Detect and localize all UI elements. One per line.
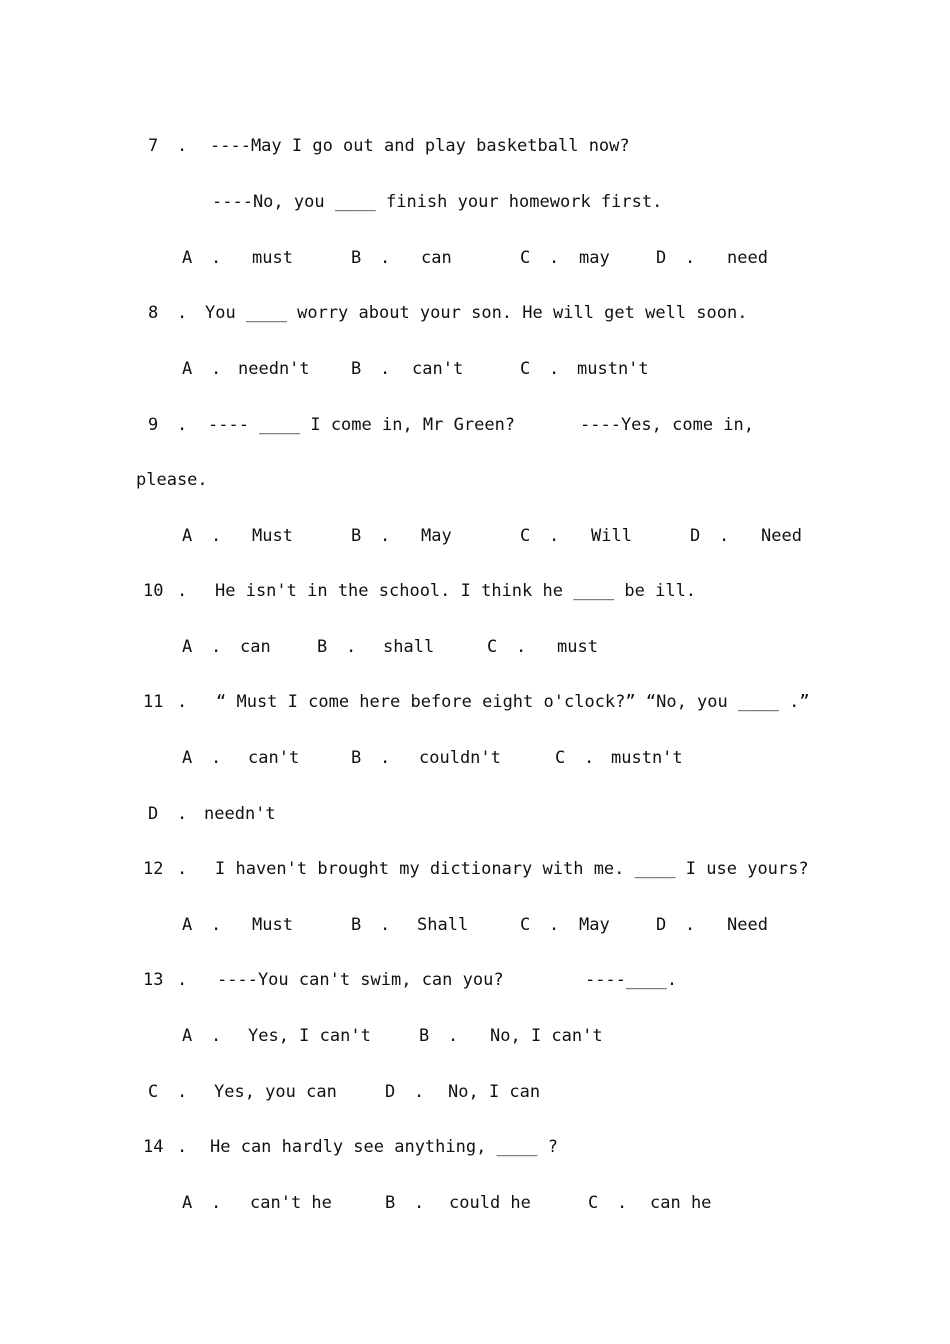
option-dot: . (685, 248, 696, 268)
option-a-text[interactable]: Must (252, 915, 293, 935)
option-b-text[interactable]: couldn't (419, 748, 501, 768)
option-a-text[interactable]: can't (248, 748, 300, 768)
option-a-text[interactable]: needn't (238, 359, 310, 379)
option-b-text[interactable]: Shall (417, 915, 469, 935)
option-d-letter: D (656, 915, 667, 935)
option-d-text[interactable]: needn't (204, 804, 276, 824)
option-c-letter: C (487, 637, 498, 657)
option-dot: . (719, 526, 730, 546)
question-dot: . (177, 970, 188, 990)
option-a-letter: A (182, 248, 193, 268)
option-dot: . (414, 1193, 425, 1213)
option-a-letter: A (182, 637, 193, 657)
question-number: 9 (148, 415, 159, 435)
question-reply: ----Yes, come in, (580, 415, 754, 435)
option-b-text[interactable]: could he (449, 1193, 531, 1213)
option-a-text[interactable]: Yes, I can't (248, 1026, 371, 1046)
option-dot: . (211, 1026, 222, 1046)
option-c-letter: C (555, 748, 566, 768)
question-stem: ----May I go out and play basketball now? (210, 136, 630, 156)
option-dot: . (617, 1193, 628, 1213)
option-c-text[interactable]: Will (591, 526, 632, 546)
option-a-letter: A (182, 748, 193, 768)
question-stem: ---- ____ I come in, Mr Green? (208, 415, 516, 435)
option-d-text[interactable]: need (727, 248, 768, 268)
option-dot: . (380, 915, 391, 935)
option-a-text[interactable]: Must (252, 526, 293, 546)
option-dot: . (380, 748, 391, 768)
question-stem: You ____ worry about your son. He will get well soon. (205, 303, 748, 323)
option-c-text[interactable]: mustn't (611, 748, 683, 768)
option-c-text[interactable]: may (579, 248, 610, 268)
option-dot: . (414, 1082, 425, 1102)
option-dot: . (685, 915, 696, 935)
question-reply: ----____. (585, 970, 678, 990)
option-b-letter: B (351, 359, 362, 379)
option-d-letter: D (385, 1082, 396, 1102)
option-c-letter: C (520, 359, 531, 379)
question-number: 13 (143, 970, 164, 990)
option-c-letter: C (588, 1193, 599, 1213)
option-b-letter: B (351, 248, 362, 268)
question-dot: . (177, 136, 188, 156)
question-stem-wrap: please. (136, 470, 208, 490)
question-dot: . (177, 415, 188, 435)
option-c-letter: C (520, 248, 531, 268)
option-dot: . (584, 748, 595, 768)
option-d-letter: D (148, 804, 159, 824)
option-c-text[interactable]: can he (650, 1193, 712, 1213)
option-b-text[interactable]: can't (412, 359, 464, 379)
option-a-letter: A (182, 1193, 193, 1213)
question-stem: I haven't brought my dictionary with me. ____ I use yours? (215, 859, 809, 879)
question-number: 14 (143, 1137, 164, 1157)
question-stem-line2: ----No, you ____ finish your homework first. (212, 192, 663, 212)
option-b-text[interactable]: May (421, 526, 452, 546)
option-b-letter: B (351, 526, 362, 546)
question-stem: ----You can't swim, can you? (217, 970, 504, 990)
option-a-letter: A (182, 526, 193, 546)
option-c-text[interactable]: May (579, 915, 610, 935)
option-dot: . (346, 637, 357, 657)
question-number: 8 (148, 303, 159, 323)
option-d-letter: D (656, 248, 667, 268)
question-number: 11 (143, 692, 164, 712)
option-b-letter: B (351, 748, 362, 768)
question-dot: . (177, 1137, 188, 1157)
option-c-text[interactable]: Yes, you can (214, 1082, 337, 1102)
option-dot: . (211, 1193, 222, 1213)
question-number: 10 (143, 581, 164, 601)
option-dot: . (380, 359, 391, 379)
option-dot: . (211, 637, 222, 657)
option-b-text[interactable]: can (421, 248, 452, 268)
option-dot: . (177, 804, 188, 824)
option-c-text[interactable]: mustn't (577, 359, 649, 379)
option-b-text[interactable]: shall (383, 637, 435, 657)
option-dot: . (380, 248, 391, 268)
option-dot: . (211, 359, 222, 379)
option-c-letter: C (520, 915, 531, 935)
option-a-letter: A (182, 1026, 193, 1046)
option-dot: . (177, 1082, 188, 1102)
option-c-letter: C (148, 1082, 159, 1102)
option-a-text[interactable]: can't he (250, 1193, 332, 1213)
question-dot: . (177, 859, 188, 879)
option-b-letter: B (385, 1193, 396, 1213)
question-number: 7 (148, 136, 159, 156)
option-d-text[interactable]: No, I can (448, 1082, 541, 1102)
question-dot: . (177, 692, 188, 712)
option-dot: . (211, 248, 222, 268)
option-b-letter: B (351, 915, 362, 935)
question-dot: . (177, 581, 188, 601)
option-dot: . (549, 248, 560, 268)
question-dot: . (177, 303, 188, 323)
option-c-letter: C (520, 526, 531, 546)
option-dot: . (448, 1026, 459, 1046)
option-dot: . (211, 748, 222, 768)
option-dot: . (516, 637, 527, 657)
option-d-letter: D (690, 526, 701, 546)
option-a-letter: A (182, 915, 193, 935)
option-a-text[interactable]: must (252, 248, 293, 268)
option-b-letter: B (317, 637, 328, 657)
option-dot: . (549, 526, 560, 546)
option-a-text[interactable]: can (240, 637, 271, 657)
option-dot: . (380, 526, 391, 546)
question-stem: He isn't in the school. I think he ____ be ill. (215, 581, 697, 601)
option-dot: . (211, 526, 222, 546)
option-d-text[interactable]: Need (727, 915, 768, 935)
question-stem: “ Must I come here before eight o'clock?” “No, you ____ .” (216, 692, 810, 712)
option-b-text[interactable]: No, I can't (490, 1026, 603, 1046)
option-c-text[interactable]: must (557, 637, 598, 657)
question-stem: He can hardly see anything, ____ ? (210, 1137, 558, 1157)
option-b-letter: B (419, 1026, 430, 1046)
option-dot: . (549, 915, 560, 935)
option-d-text[interactable]: Need (761, 526, 802, 546)
option-a-letter: A (182, 359, 193, 379)
option-dot: . (549, 359, 560, 379)
question-number: 12 (143, 859, 164, 879)
option-dot: . (211, 915, 222, 935)
